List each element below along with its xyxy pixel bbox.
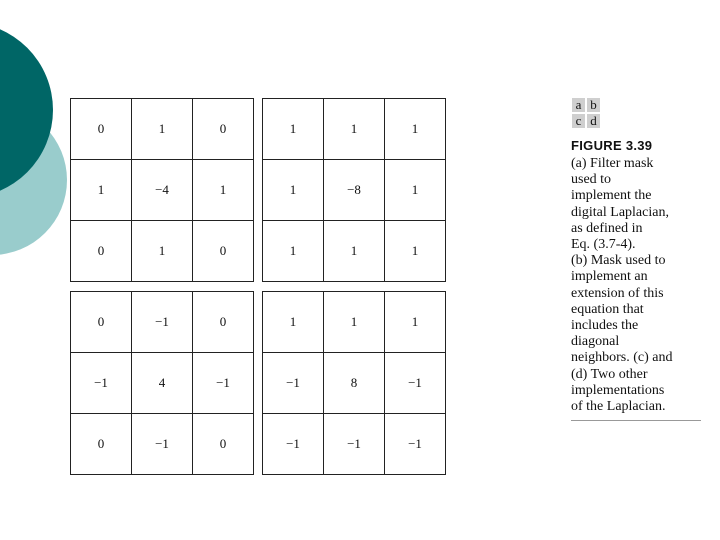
- mask-row: [263, 99, 446, 160]
- mask-row: [263, 292, 446, 353]
- caption-line: neighbors. (c) and: [571, 350, 673, 366]
- caption-line: used to: [571, 172, 612, 188]
- mask-row: [71, 160, 254, 221]
- mask-cell: −1: [385, 414, 446, 475]
- mask-cell: 1: [132, 99, 193, 160]
- mask-cell: −1: [132, 292, 193, 353]
- mask-b: [262, 98, 446, 282]
- mask-row: [263, 353, 446, 414]
- mask-row: [71, 414, 254, 475]
- mask-cell: 1: [263, 160, 324, 221]
- mask-row: [263, 221, 446, 282]
- caption-line: includes the: [571, 318, 639, 334]
- mask-cell: −1: [71, 353, 132, 414]
- mask-cell: 1: [385, 292, 446, 353]
- caption-line: equation that: [571, 301, 644, 317]
- caption-line: implementations: [571, 382, 665, 398]
- mask-cell: 1: [324, 99, 385, 160]
- mask-cell: 0: [71, 414, 132, 475]
- mask-cell: −1: [193, 353, 254, 414]
- mask-row: [263, 414, 446, 475]
- mask-row: [71, 221, 254, 282]
- caption-line: diagonal: [571, 334, 620, 350]
- mask-cell: 1: [263, 99, 324, 160]
- mask-c: [70, 291, 254, 475]
- caption-line: extension of this: [571, 285, 664, 301]
- mask-cell: 1: [263, 221, 324, 282]
- panel-key-cell: d: [587, 114, 600, 128]
- caption-line: Eq. (3.7-4).: [571, 237, 636, 253]
- caption-line: digital Laplacian,: [571, 204, 669, 220]
- mask-cell: 1: [193, 160, 254, 221]
- mask-cell: 1: [132, 221, 193, 282]
- mask-cell: 0: [71, 292, 132, 353]
- mask-row: [71, 99, 254, 160]
- mask-cell: −1: [263, 353, 324, 414]
- caption-line: of the Laplacian.: [571, 399, 666, 415]
- mask-cell: 1: [385, 99, 446, 160]
- mask-a: [70, 98, 254, 282]
- caption-line: (d) Two other: [571, 366, 648, 382]
- mask-cell: 1: [385, 160, 446, 221]
- panel-key: [570, 96, 602, 130]
- mask-cell: 1: [324, 292, 385, 353]
- mask-cell: 8: [324, 353, 385, 414]
- panel-key-row: [572, 114, 600, 128]
- mask-cell: 0: [193, 292, 254, 353]
- caption-line: implement the: [571, 188, 652, 204]
- figure-title: FIGURE 3.39: [571, 138, 653, 153]
- mask-cell: −1: [385, 353, 446, 414]
- mask-row: [71, 353, 254, 414]
- mask-cell: 1: [71, 160, 132, 221]
- caption-line: implement an: [571, 269, 648, 285]
- mask-cell: −4: [132, 160, 193, 221]
- mask-cell: 4: [132, 353, 193, 414]
- panel-key-cell: b: [587, 98, 600, 112]
- mask-cell: 0: [193, 99, 254, 160]
- caption-line: (a) Filter mask: [571, 156, 654, 171]
- mask-d: [262, 291, 446, 475]
- mask-cell: 1: [324, 221, 385, 282]
- figure-caption: [571, 156, 701, 421]
- panel-key-cell: a: [572, 98, 585, 112]
- mask-cell: −1: [263, 414, 324, 475]
- mask-cell: 0: [193, 414, 254, 475]
- mask-row: [263, 160, 446, 221]
- mask-cell: 0: [71, 99, 132, 160]
- panel-key-cell: c: [572, 114, 585, 128]
- mask-cell: −1: [132, 414, 193, 475]
- mask-cell: 1: [263, 292, 324, 353]
- mask-cell: 1: [385, 221, 446, 282]
- mask-cell: −8: [324, 160, 385, 221]
- mask-row: [71, 292, 254, 353]
- caption-line: (b) Mask used to: [571, 253, 666, 269]
- panel-key-row: [572, 98, 600, 112]
- mask-cell: −1: [324, 414, 385, 475]
- mask-cell: 0: [71, 221, 132, 282]
- caption-line: as defined in: [571, 220, 643, 236]
- mask-cell: 0: [193, 221, 254, 282]
